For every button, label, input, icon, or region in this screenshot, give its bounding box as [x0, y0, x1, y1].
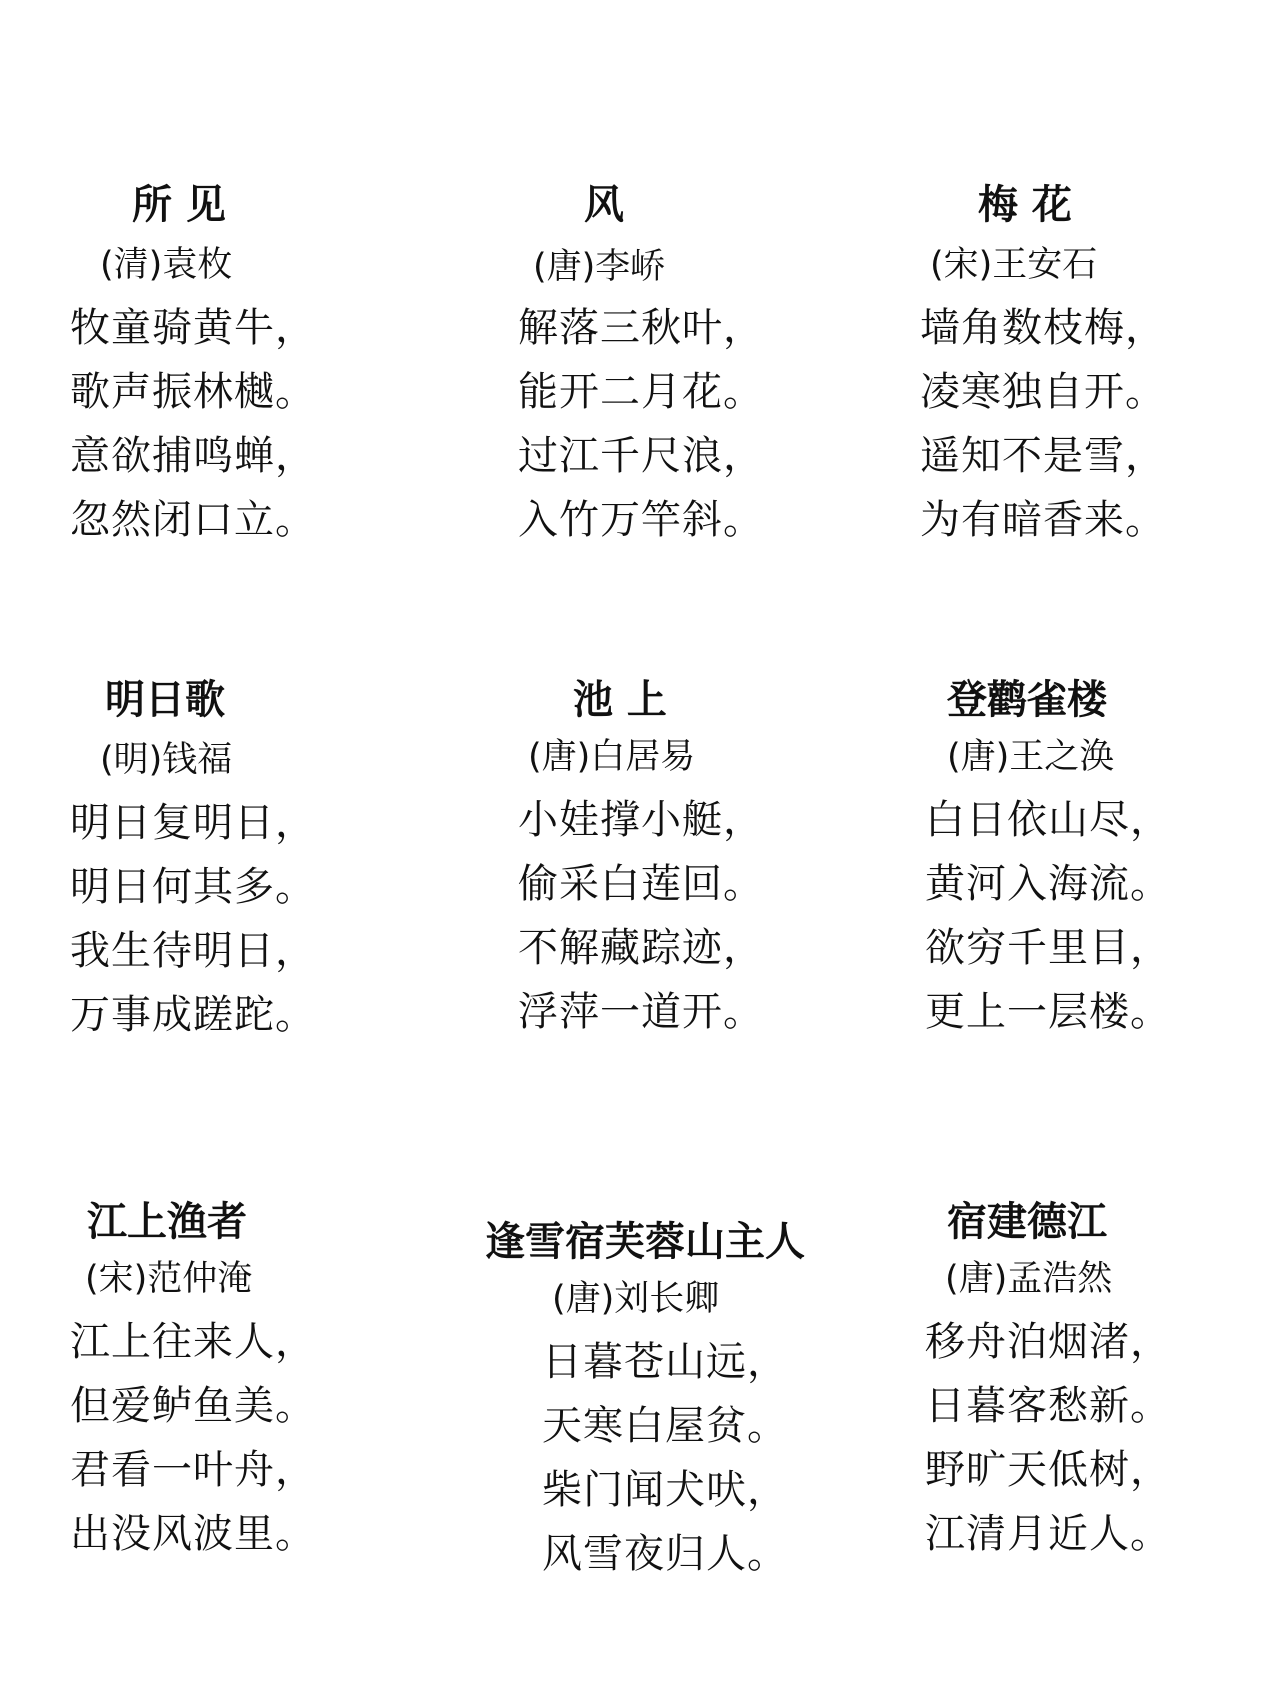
poem-line: 明日复明日， — [70, 800, 316, 846]
poem-line: 白日依山尽， — [925, 797, 1171, 843]
poem-line: 江上往来人， — [70, 1319, 316, 1365]
poem-line: 明日何其多。 — [70, 864, 316, 910]
poem-author: (清)袁枚 — [100, 245, 233, 285]
poem-line: 遥知不是雪， — [920, 433, 1166, 479]
poem-line: 更上一层楼。 — [925, 989, 1171, 1035]
poem-title: 明日歌 — [105, 677, 225, 723]
poem-line: 不解藏踪迹， — [518, 925, 764, 971]
poem-line: 但爱鲈鱼美。 — [70, 1383, 316, 1429]
poem-author: (唐)孟浩然 — [945, 1259, 1113, 1299]
poem-line: 解落三秋叶， — [518, 305, 764, 351]
poem-line: 黄河入海流。 — [925, 861, 1171, 907]
poem-line: 出没风波里。 — [70, 1511, 316, 1557]
poem-line: 意欲捕鸣蝉， — [70, 433, 316, 479]
poem-line: 日暮客愁新。 — [925, 1383, 1171, 1429]
poem-line: 风雪夜归人。 — [542, 1531, 788, 1577]
poem-title: 逢雪宿芙蓉山主人 — [485, 1219, 805, 1265]
poem-line: 浮萍一道开。 — [518, 989, 764, 1035]
poem-line: 移舟泊烟渚， — [925, 1319, 1171, 1365]
poem-line: 牧童骑黄牛， — [70, 305, 316, 351]
poem-author: (宋)王安石 — [930, 245, 1098, 285]
poem-author: (明)钱福 — [100, 740, 233, 780]
poem-line: 忽然闭口立。 — [70, 497, 316, 543]
poem-line: 江清月近人。 — [925, 1511, 1171, 1557]
poem-title: 风 — [584, 182, 624, 228]
poem-line: 万事成蹉跎。 — [70, 992, 316, 1038]
poem-author: (唐)刘长卿 — [552, 1279, 720, 1319]
poem-line: 小娃撑小艇， — [518, 797, 764, 843]
poem-line: 歌声振林樾。 — [70, 369, 316, 415]
poem-line: 君看一叶舟， — [70, 1447, 316, 1493]
poem-line: 入竹万竿斜。 — [518, 497, 764, 543]
poem-line: 墙角数枝梅， — [920, 305, 1166, 351]
poem-author: (唐)白居易 — [528, 737, 696, 777]
poem-title: 宿建德江 — [947, 1199, 1107, 1245]
poem-line: 过江千尺浪， — [518, 433, 764, 479]
poem-line: 偷采白莲回。 — [518, 861, 764, 907]
poem-author: (宋)范仲淹 — [85, 1259, 253, 1299]
poem-title: 池 上 — [573, 677, 667, 723]
poem-author: (唐)李峤 — [533, 247, 666, 287]
poem-line: 为有暗香来。 — [920, 497, 1166, 543]
poem-line: 天寒白屋贫。 — [542, 1403, 788, 1449]
poem-title: 登鹳雀楼 — [947, 677, 1107, 723]
poem-line: 日暮苍山远， — [542, 1339, 788, 1385]
poem-title: 所 见 — [132, 182, 226, 228]
poem-line: 欲穷千里目， — [925, 925, 1171, 971]
poem-title: 江上渔者 — [87, 1199, 247, 1245]
poem-line: 野旷天低树， — [925, 1447, 1171, 1493]
poem-line: 我生待明日， — [70, 928, 316, 974]
poem-title: 梅 花 — [978, 182, 1072, 228]
poem-line: 能开二月花。 — [518, 369, 764, 415]
poem-line: 柴门闻犬吠， — [542, 1467, 788, 1513]
poem-line: 凌寒独自开。 — [920, 369, 1166, 415]
poem-author: (唐)王之涣 — [947, 737, 1115, 777]
